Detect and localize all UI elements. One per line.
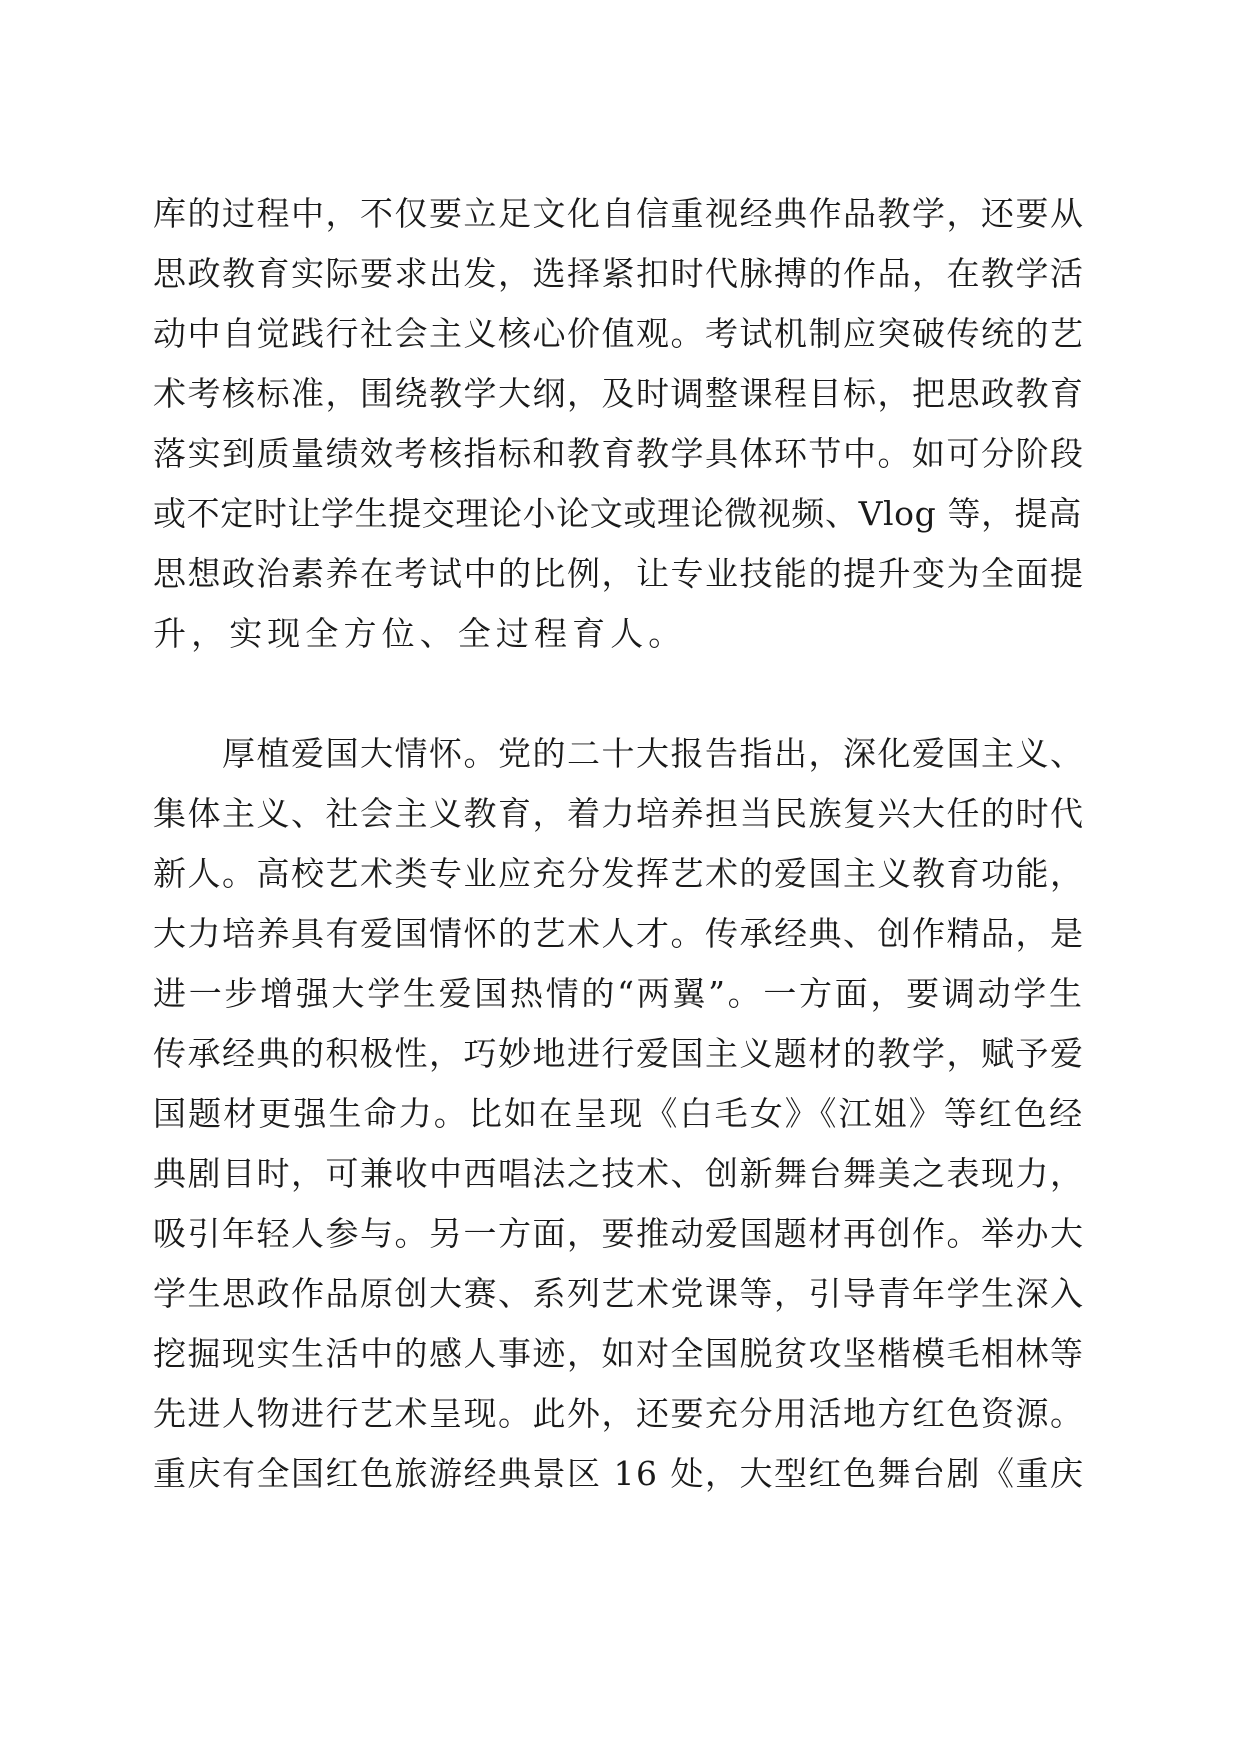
text-line: 进一步增强大学生爱国热情的“两翼”。一方面，要调动学生 [153, 974, 1085, 1013]
text-line: 吸引年轻人参与。另一方面，要推动爱国题材再创作。举办大 [153, 1214, 1085, 1253]
text-line: 集体主义、社会主义教育，着力培养担当民族复兴大任的时代 [153, 794, 1085, 833]
text-line: 重庆有全国红色旅游经典景区 16 处，大型红色舞台剧《重庆 [153, 1454, 1085, 1493]
text-line: 国题材更强生命力。比如在呈现《白毛女》《江姐》等红色经 [153, 1094, 1085, 1133]
text-line: 升，实现全方位、全过程育人。 [153, 614, 687, 653]
paragraph-patriotism [153, 724, 1088, 1504]
paragraph-exam-mechanism [153, 184, 1088, 664]
text-line: 或不定时让学生提交理论小论文或理论微视频、Vlog 等，提高 [153, 494, 1082, 533]
text-line: 思政教育实际要求出发，选择紧扣时代脉搏的作品，在教学活 [153, 254, 1085, 293]
text-line: 挖掘现实生活中的感人事迹，如对全国脱贫攻坚楷模毛相林等 [153, 1334, 1085, 1373]
text-line: 落实到质量绩效考核指标和教育教学具体环节中。如可分阶段 [153, 434, 1085, 473]
text-line: 思想政治素养在考试中的比例，让专业技能的提升变为全面提 [153, 554, 1085, 593]
text-line: 先进人物进行艺术呈现。此外，还要充分用活地方红色资源。 [153, 1394, 1085, 1433]
text-line: 新人。高校艺术类专业应充分发挥艺术的爱国主义教育功能， [153, 854, 1085, 893]
text-line: 典剧目时，可兼收中西唱法之技术、创新舞台舞美之表现力， [153, 1154, 1085, 1193]
text-line: 术考核标准，围绕教学大纲，及时调整课程目标，把思政教育 [153, 374, 1085, 413]
text-line: 动中自觉践行社会主义核心价值观。考试机制应突破传统的艺 [153, 314, 1085, 353]
text-line: 厚植爱国大情怀。党的二十大报告指出，深化爱国主义、 [153, 734, 1085, 773]
text-line: 学生思政作品原创大赛、系列艺术党课等，引导青年学生深入 [153, 1274, 1085, 1313]
text-line: 传承经典的积极性，巧妙地进行爱国主义题材的教学，赋予爱 [153, 1034, 1085, 1073]
text-line: 库的过程中，不仅要立足文化自信重视经典作品教学，还要从 [153, 194, 1085, 233]
text-line: 大力培养具有爱国情怀的艺术人才。传承经典、创作精品，是 [153, 914, 1085, 953]
